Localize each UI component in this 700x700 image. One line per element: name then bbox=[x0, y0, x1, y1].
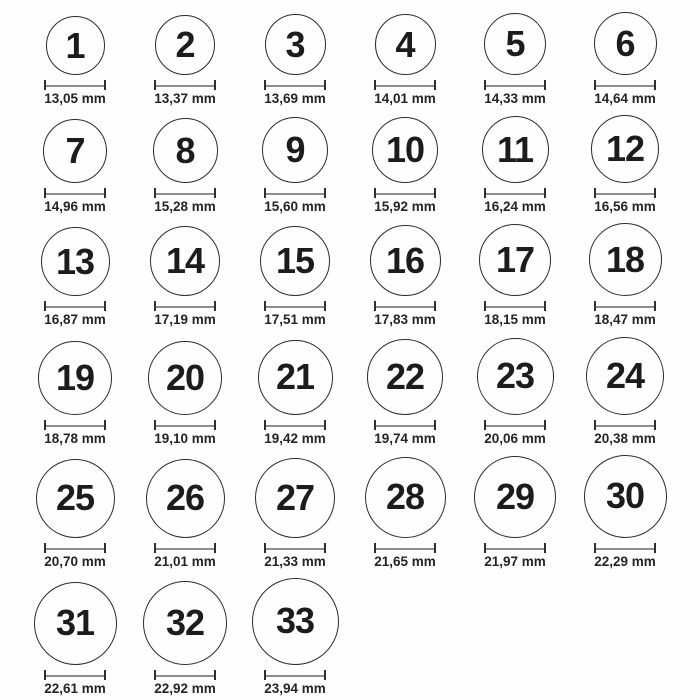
dimension-line-icon bbox=[596, 548, 654, 550]
ring-size-cell bbox=[460, 337, 570, 447]
diameter-label: 21,01 mm bbox=[154, 553, 216, 569]
ring-size-cell bbox=[130, 337, 240, 447]
ring-size-number: 18 bbox=[605, 238, 645, 280]
dimension-tick-right-icon bbox=[104, 188, 106, 198]
diameter-dimension bbox=[154, 301, 216, 311]
ring-size-number: 32 bbox=[165, 601, 205, 643]
dimension-tick-right-icon bbox=[104, 420, 106, 430]
ring-size-cell bbox=[460, 115, 570, 215]
ring-size-cell bbox=[130, 12, 240, 107]
dimension-tick-right-icon bbox=[104, 670, 106, 680]
diameter-label: 16,56 mm bbox=[594, 199, 656, 215]
diameter-label: 21,65 mm bbox=[374, 553, 436, 569]
diameter-dimension bbox=[594, 80, 656, 90]
dimension-line-icon bbox=[266, 85, 324, 87]
ring-size-cell bbox=[130, 455, 240, 570]
ring-size-cell bbox=[240, 115, 350, 215]
dimension-line-icon bbox=[266, 306, 324, 308]
diameter-label: 21,33 mm bbox=[264, 553, 326, 569]
ring-size-cell bbox=[130, 578, 240, 697]
dimension-line-icon bbox=[486, 306, 544, 308]
dimension-tick-right-icon bbox=[214, 420, 216, 430]
ring-circle bbox=[365, 457, 446, 538]
diameter-label: 14,64 mm bbox=[594, 91, 656, 106]
diameter-dimension bbox=[374, 543, 436, 553]
dimension-tick-right-icon bbox=[324, 543, 326, 553]
ring-circle bbox=[258, 340, 333, 415]
diameter-label: 23,94 mm bbox=[264, 680, 326, 696]
ring-size-cell bbox=[460, 223, 570, 328]
diameter-dimension bbox=[594, 188, 656, 198]
diameter-label: 20,06 mm bbox=[484, 430, 546, 446]
ring-size-cell bbox=[570, 12, 680, 107]
ring-size-number: 28 bbox=[385, 476, 425, 518]
ring-circle bbox=[482, 116, 549, 183]
dimension-line-icon bbox=[156, 306, 214, 308]
ring-size-number: 12 bbox=[605, 128, 645, 170]
diameter-label: 22,92 mm bbox=[154, 680, 216, 696]
dimension-line-icon bbox=[156, 548, 214, 550]
diameter-dimension bbox=[264, 301, 326, 311]
dimension-line-icon bbox=[596, 306, 654, 308]
diameter-dimension bbox=[374, 301, 436, 311]
diameter-dimension bbox=[374, 80, 436, 90]
ring-circle bbox=[260, 226, 330, 296]
diameter-dimension bbox=[264, 420, 326, 430]
dimension-tick-right-icon bbox=[434, 543, 436, 553]
ring-size-number: 2 bbox=[175, 24, 195, 65]
ring-size-cell bbox=[20, 455, 130, 570]
ring-circle bbox=[594, 12, 657, 75]
diameter-dimension bbox=[44, 420, 106, 430]
ring-size-cell bbox=[240, 223, 350, 328]
chart-row bbox=[20, 337, 680, 447]
ring-circle bbox=[255, 458, 335, 538]
ring-size-cell bbox=[240, 455, 350, 570]
dimension-line-icon bbox=[46, 85, 104, 87]
ring-size-cell bbox=[350, 12, 460, 107]
chart-row bbox=[20, 455, 680, 570]
ring-size-number: 21 bbox=[275, 356, 315, 398]
diameter-dimension bbox=[484, 420, 546, 430]
ring-circle bbox=[150, 226, 220, 296]
diameter-dimension bbox=[154, 188, 216, 198]
ring-size-number: 30 bbox=[605, 475, 645, 517]
dimension-tick-right-icon bbox=[324, 301, 326, 311]
diameter-label: 18,47 mm bbox=[594, 312, 656, 328]
ring-size-number: 8 bbox=[175, 129, 195, 171]
dimension-line-icon bbox=[266, 675, 324, 677]
ring-size-cell bbox=[20, 578, 130, 697]
dimension-line-icon bbox=[266, 193, 324, 195]
diameter-label: 14,96 mm bbox=[44, 199, 106, 215]
ring-size-cell bbox=[460, 12, 570, 107]
diameter-dimension bbox=[44, 543, 106, 553]
ring-size-number: 11 bbox=[496, 128, 534, 170]
ring-circle bbox=[372, 117, 438, 183]
dimension-tick-right-icon bbox=[654, 188, 656, 198]
ring-circle bbox=[34, 582, 117, 665]
ring-size-number: 19 bbox=[55, 356, 95, 398]
diameter-label: 21,97 mm bbox=[484, 553, 546, 569]
diameter-dimension bbox=[374, 188, 436, 198]
ring-size-cell bbox=[20, 115, 130, 215]
ring-size-number: 29 bbox=[495, 475, 535, 517]
dimension-line-icon bbox=[46, 425, 104, 427]
ring-size-number: 22 bbox=[385, 355, 425, 397]
dimension-tick-right-icon bbox=[214, 301, 216, 311]
ring-circle bbox=[252, 578, 339, 665]
diameter-label: 19,10 mm bbox=[154, 430, 216, 446]
chart-row bbox=[20, 12, 680, 107]
ring-size-cell bbox=[130, 115, 240, 215]
ring-size-number: 27 bbox=[275, 476, 315, 518]
diameter-dimension bbox=[484, 543, 546, 553]
ring-size-number: 7 bbox=[65, 130, 85, 172]
dimension-line-icon bbox=[156, 85, 214, 87]
dimension-tick-right-icon bbox=[214, 670, 216, 680]
ring-size-cell bbox=[570, 337, 680, 447]
ring-size-cell bbox=[570, 223, 680, 328]
ring-size-number: 9 bbox=[285, 129, 305, 171]
diameter-label: 17,51 mm bbox=[264, 312, 326, 328]
ring-circle bbox=[477, 338, 554, 415]
chart-row bbox=[20, 578, 680, 697]
ring-circle bbox=[479, 224, 551, 296]
dimension-line-icon bbox=[46, 306, 104, 308]
ring-size-cell bbox=[350, 223, 460, 328]
ring-size-number: 15 bbox=[275, 240, 315, 282]
ring-circle bbox=[589, 223, 662, 296]
dimension-tick-right-icon bbox=[544, 420, 546, 430]
ring-size-cell bbox=[240, 12, 350, 107]
diameter-label: 13,37 mm bbox=[154, 91, 216, 106]
ring-size-number: 31 bbox=[55, 602, 95, 644]
ring-circle bbox=[591, 115, 659, 183]
ring-circle bbox=[155, 15, 215, 75]
dimension-tick-right-icon bbox=[434, 420, 436, 430]
ring-circle bbox=[43, 119, 107, 183]
dimension-tick-right-icon bbox=[104, 301, 106, 311]
ring-circle bbox=[143, 581, 227, 665]
diameter-dimension bbox=[484, 301, 546, 311]
diameter-label: 17,83 mm bbox=[374, 312, 436, 328]
dimension-tick-right-icon bbox=[214, 80, 216, 90]
diameter-dimension bbox=[264, 80, 326, 90]
dimension-tick-right-icon bbox=[324, 670, 326, 680]
diameter-label: 14,01 mm bbox=[374, 91, 436, 106]
dimension-line-icon bbox=[376, 193, 434, 195]
ring-size-number: 6 bbox=[615, 22, 635, 64]
ring-size-cell bbox=[240, 578, 350, 697]
dimension-tick-right-icon bbox=[324, 420, 326, 430]
dimension-line-icon bbox=[376, 425, 434, 427]
dimension-tick-right-icon bbox=[654, 543, 656, 553]
dimension-line-icon bbox=[156, 193, 214, 195]
dimension-line-icon bbox=[376, 548, 434, 550]
ring-size-number: 1 bbox=[65, 24, 85, 66]
ring-size-number: 17 bbox=[495, 239, 535, 281]
dimension-tick-right-icon bbox=[214, 188, 216, 198]
dimension-tick-right-icon bbox=[434, 80, 436, 90]
diameter-label: 16,87 mm bbox=[44, 312, 106, 328]
ring-size-cell bbox=[570, 455, 680, 570]
dimension-tick-right-icon bbox=[104, 543, 106, 553]
ring-circle bbox=[584, 455, 667, 538]
ring-circle bbox=[46, 16, 105, 75]
dimension-line-icon bbox=[596, 425, 654, 427]
ring-circle bbox=[153, 118, 218, 183]
dimension-line-icon bbox=[46, 548, 104, 550]
ring-circle bbox=[375, 14, 436, 75]
diameter-dimension bbox=[484, 80, 546, 90]
diameter-dimension bbox=[264, 670, 326, 680]
diameter-dimension bbox=[44, 80, 106, 90]
dimension-tick-right-icon bbox=[544, 188, 546, 198]
ring-circle bbox=[36, 459, 115, 538]
dimension-line-icon bbox=[156, 675, 214, 677]
ring-size-cell bbox=[130, 223, 240, 328]
dimension-line-icon bbox=[596, 193, 654, 195]
ring-size-cell bbox=[570, 115, 680, 215]
diameter-dimension bbox=[44, 301, 106, 311]
ring-size-number: 23 bbox=[495, 355, 535, 397]
diameter-label: 19,74 mm bbox=[374, 430, 436, 446]
ring-size-number: 20 bbox=[165, 356, 205, 398]
dimension-line-icon bbox=[46, 675, 104, 677]
dimension-tick-right-icon bbox=[654, 80, 656, 90]
ring-size-number: 14 bbox=[165, 240, 205, 282]
dimension-tick-right-icon bbox=[104, 80, 106, 90]
chart-row bbox=[20, 115, 680, 215]
ring-size-number: 33 bbox=[275, 600, 315, 642]
diameter-label: 18,78 mm bbox=[44, 430, 106, 446]
ring-size-cell bbox=[460, 455, 570, 570]
dimension-line-icon bbox=[486, 425, 544, 427]
ring-size-cell bbox=[20, 223, 130, 328]
diameter-label: 16,24 mm bbox=[484, 199, 546, 215]
diameter-dimension bbox=[374, 420, 436, 430]
dimension-tick-right-icon bbox=[654, 301, 656, 311]
dimension-tick-right-icon bbox=[324, 188, 326, 198]
diameter-label: 22,61 mm bbox=[44, 680, 106, 696]
dimension-line-icon bbox=[486, 548, 544, 550]
ring-size-number: 24 bbox=[605, 354, 645, 396]
dimension-tick-right-icon bbox=[654, 420, 656, 430]
dimension-line-icon bbox=[266, 425, 324, 427]
diameter-label: 22,29 mm bbox=[594, 553, 656, 569]
diameter-label: 14,33 mm bbox=[484, 91, 546, 106]
dimension-tick-right-icon bbox=[434, 188, 436, 198]
diameter-label: 19,42 mm bbox=[264, 430, 326, 446]
ring-size-cell bbox=[350, 455, 460, 570]
chart-row bbox=[20, 223, 680, 328]
ring-circle bbox=[146, 459, 225, 538]
diameter-dimension bbox=[594, 301, 656, 311]
ring-size-cell bbox=[20, 12, 130, 107]
diameter-label: 15,92 mm bbox=[374, 199, 436, 215]
diameter-dimension bbox=[484, 188, 546, 198]
ring-size-number: 5 bbox=[505, 23, 525, 64]
ring-circle bbox=[38, 341, 112, 415]
diameter-label: 18,15 mm bbox=[484, 312, 546, 328]
dimension-line-icon bbox=[486, 193, 544, 195]
diameter-dimension bbox=[154, 80, 216, 90]
diameter-dimension bbox=[594, 543, 656, 553]
ring-size-number: 16 bbox=[385, 239, 425, 281]
diameter-dimension bbox=[264, 543, 326, 553]
dimension-tick-right-icon bbox=[214, 543, 216, 553]
dimension-tick-right-icon bbox=[544, 543, 546, 553]
diameter-dimension bbox=[154, 543, 216, 553]
dimension-line-icon bbox=[596, 85, 654, 87]
diameter-label: 15,28 mm bbox=[154, 199, 216, 215]
ring-circle bbox=[148, 341, 222, 415]
ring-circle bbox=[262, 117, 328, 183]
dimension-line-icon bbox=[266, 548, 324, 550]
dimension-line-icon bbox=[376, 306, 434, 308]
ring-circle bbox=[586, 337, 664, 415]
ring-size-number: 25 bbox=[55, 477, 95, 519]
ring-size-number: 3 bbox=[285, 23, 305, 65]
ring-size-number: 26 bbox=[165, 477, 205, 519]
ring-size-number: 10 bbox=[385, 129, 425, 171]
diameter-label: 13,05 mm bbox=[44, 91, 106, 106]
dimension-tick-right-icon bbox=[544, 301, 546, 311]
diameter-label: 13,69 mm bbox=[264, 91, 326, 106]
ring-circle bbox=[474, 456, 556, 538]
dimension-tick-right-icon bbox=[544, 80, 546, 90]
dimension-line-icon bbox=[486, 85, 544, 87]
ring-size-cell bbox=[240, 337, 350, 447]
dimension-line-icon bbox=[376, 85, 434, 87]
ring-circle bbox=[367, 339, 443, 415]
ring-circle bbox=[41, 227, 110, 296]
ring-size-number: 13 bbox=[55, 240, 95, 282]
ring-circle bbox=[265, 14, 326, 75]
ring-size-cell bbox=[350, 337, 460, 447]
diameter-label: 17,19 mm bbox=[154, 312, 216, 328]
ring-circle bbox=[484, 13, 546, 75]
dimension-tick-right-icon bbox=[434, 301, 436, 311]
diameter-label: 20,38 mm bbox=[594, 430, 656, 446]
diameter-dimension bbox=[154, 670, 216, 680]
dimension-line-icon bbox=[46, 193, 104, 195]
ring-size-cell bbox=[350, 115, 460, 215]
ring-size-cell bbox=[20, 337, 130, 447]
diameter-dimension bbox=[44, 188, 106, 198]
dimension-tick-right-icon bbox=[324, 80, 326, 90]
diameter-dimension bbox=[154, 420, 216, 430]
dimension-line-icon bbox=[156, 425, 214, 427]
diameter-dimension bbox=[594, 420, 656, 430]
ring-size-number: 4 bbox=[395, 23, 415, 65]
diameter-dimension bbox=[264, 188, 326, 198]
ring-circle bbox=[370, 225, 441, 296]
diameter-dimension bbox=[44, 670, 106, 680]
diameter-label: 15,60 mm bbox=[264, 199, 326, 215]
diameter-label: 20,70 mm bbox=[44, 553, 106, 569]
